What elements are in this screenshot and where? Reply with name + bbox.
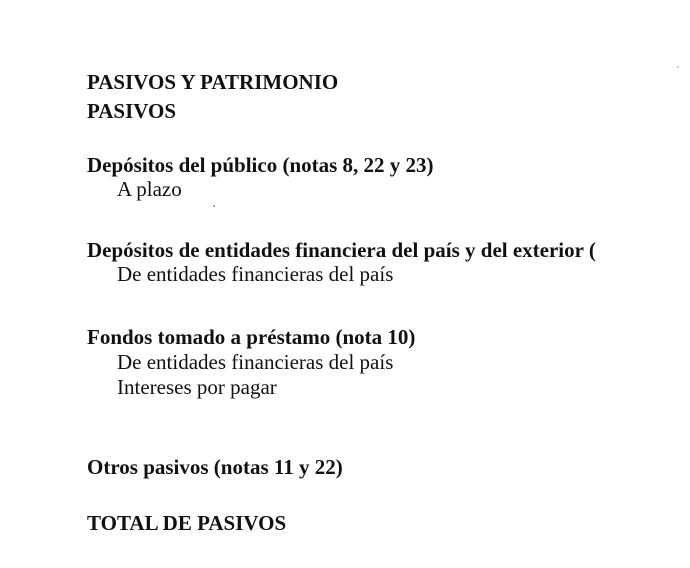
section-title-fondos-prestamo: Fondos tomado a préstamo (nota 10) <box>87 325 416 349</box>
total-de-pasivos: TOTAL DE PASIVOS <box>87 511 287 535</box>
heading-pasivos-y-patrimonio: PASIVOS Y PATRIMONIO <box>87 70 339 94</box>
scan-speck <box>677 66 679 68</box>
line-item-a-plazo: A plazo <box>117 177 182 201</box>
line-item-intereses-por-pagar: Intereses por pagar <box>117 375 277 399</box>
scan-speck <box>213 205 215 207</box>
heading-pasivos: PASIVOS <box>87 99 177 123</box>
line-item-entidades-financieras-pais: De entidades financieras del país <box>117 262 394 286</box>
section-title-otros-pasivos: Otros pasivos (notas 11 y 22) <box>87 455 343 479</box>
line-item-entidades-financieras-pais-2: De entidades financieras del país <box>117 350 394 374</box>
section-title-depositos-entidades: Depósitos de entidades financiera del país y del exterior ( <box>87 238 596 262</box>
section-title-depositos-publico: Depósitos del público (notas 8, 22 y 23) <box>87 153 434 177</box>
